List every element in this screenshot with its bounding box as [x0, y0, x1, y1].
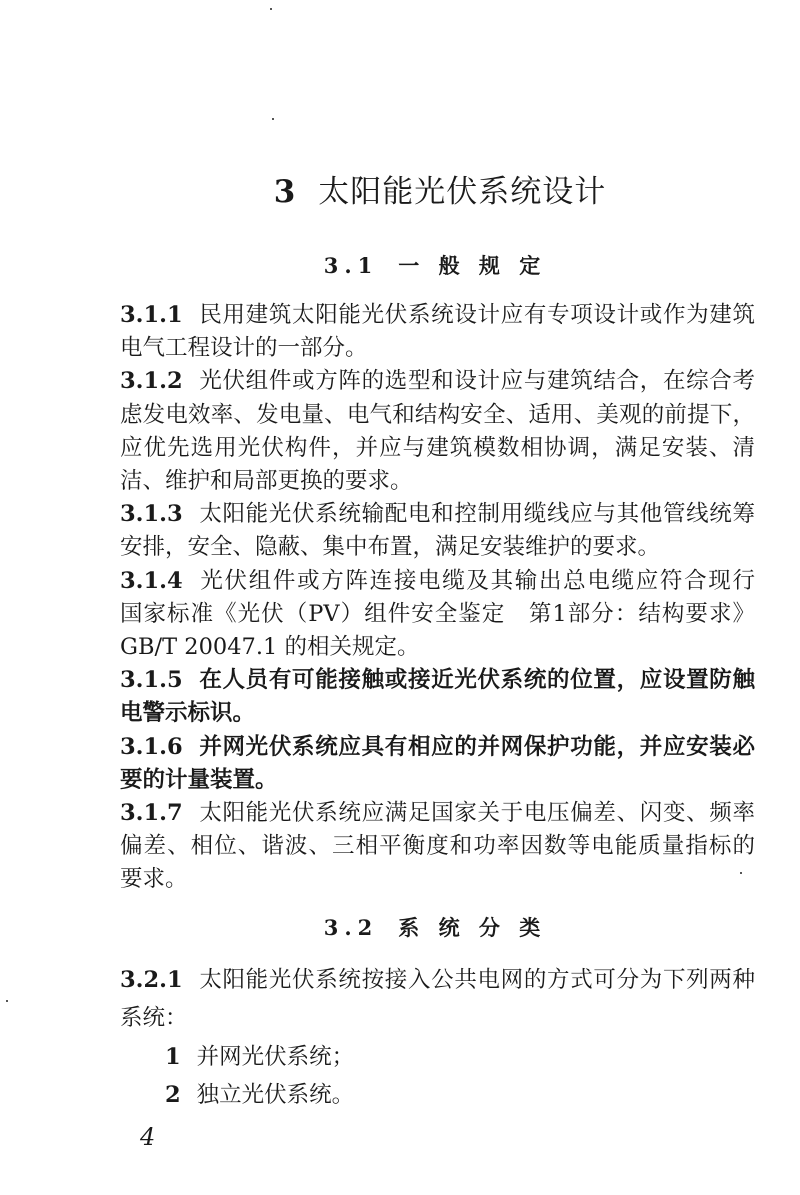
- section-number: 3.1: [323, 253, 379, 278]
- clause-number: 3.1.4: [120, 568, 183, 594]
- section-heading-3-2: [0, 914, 800, 942]
- list-item-text: 独立光伏系统。: [196, 1082, 355, 1108]
- clause-line: [120, 566, 755, 596]
- clause-line: [120, 300, 755, 330]
- clause-line: [120, 499, 755, 529]
- clause-text: 光伏组件或方阵的选型和设计应与建筑结合，在综合考: [198, 368, 755, 394]
- list-item: [165, 1080, 354, 1110]
- clause-line: [120, 831, 755, 861]
- clause-text: 要求。: [120, 866, 188, 892]
- scan-speck: [6, 1000, 8, 1002]
- clause-line: [120, 599, 755, 629]
- list-item-text: 并网光伏系统；: [196, 1044, 355, 1070]
- chapter-title: [0, 172, 800, 212]
- section-number: 3.2: [323, 915, 379, 940]
- clause-line: [120, 765, 755, 795]
- clause-text: 民用建筑太阳能光伏系统设计应有专项设计或作为建筑: [198, 302, 755, 328]
- clause-text: 安排，安全、隐蔽、集中布置，满足安装维护的要求。: [120, 534, 661, 560]
- section-title: 系 统 分 类: [398, 915, 547, 940]
- clause-text: 虑发电效率、发电量、电气和结构安全、适用、美观的前提下，: [120, 402, 755, 428]
- clause-line: [120, 433, 755, 463]
- clause-text: 电气工程设计的一部分。: [120, 335, 368, 361]
- clause-3-2-1-line: [120, 965, 755, 995]
- clause-number: 3.1.2: [120, 368, 183, 394]
- clause-text: 并网光伏系统应具有相应的并网保护功能，并应安装必: [198, 734, 755, 760]
- clause-number: 3.1.6: [120, 734, 183, 760]
- clause-text: GB/T 20047.1 的相关规定。: [120, 634, 420, 660]
- list-item-number: 1: [165, 1044, 181, 1070]
- clause-text: 应优先选用光伏构件，并应与建筑模数相协调，满足安装、清: [120, 435, 755, 461]
- list-item: [165, 1042, 354, 1072]
- clause-line: [120, 400, 755, 430]
- clause-3-2-1-line: [120, 1003, 755, 1033]
- clause-text: 系统：: [120, 1005, 188, 1031]
- section-heading-3-1: [0, 252, 800, 280]
- clause-line: [120, 665, 755, 695]
- clause-text: 国家标准《光伏（PV）组件安全鉴定 第1部分：结构要求》: [120, 601, 755, 627]
- clause-line: [120, 532, 755, 562]
- clause-number: 3.1.1: [120, 302, 183, 328]
- clause-text: 电警示标识。: [120, 700, 256, 726]
- clause-line: [120, 466, 755, 496]
- clause-line: [120, 698, 755, 728]
- clause-number: 3.2.1: [120, 967, 183, 993]
- clause-text: 要的计量装置。: [120, 767, 278, 793]
- clause-number: 3.1.3: [120, 501, 183, 527]
- list-item-number: 2: [165, 1082, 181, 1108]
- scan-speck: [740, 872, 742, 874]
- clause-text: 偏差、相位、谐波、三相平衡度和功率因数等电能质量指标的: [120, 833, 755, 859]
- clause-line: [120, 864, 755, 894]
- clause-line: [120, 632, 755, 662]
- clause-text: 光伏组件或方阵连接电缆及其输出总电缆应符合现行: [198, 568, 755, 594]
- clause-number: 3.1.5: [120, 667, 183, 693]
- scan-speck: [270, 8, 272, 10]
- clause-text: 太阳能光伏系统按接入公共电网的方式可分为下列两种: [198, 967, 755, 993]
- clause-text: 太阳能光伏系统输配电和控制用缆线应与其他管线统筹: [198, 501, 755, 527]
- scan-speck: [272, 118, 274, 120]
- clause-text: 在人员有可能接触或接近光伏系统的位置，应设置防触: [198, 667, 755, 693]
- clause-text: 洁、维护和局部更换的要求。: [120, 468, 413, 494]
- clause-line: [120, 333, 755, 363]
- clause-line: [120, 732, 755, 762]
- page-number: 4: [140, 1123, 156, 1151]
- chapter-title-text: 太阳能光伏系统设计: [318, 174, 607, 210]
- clause-text: 太阳能光伏系统应满足国家关于电压偏差、闪变、频率: [198, 800, 755, 826]
- clause-line: [120, 798, 755, 828]
- clause-number: 3.1.7: [120, 800, 183, 826]
- chapter-number: 3: [273, 174, 297, 210]
- section-title: 一 般 规 定: [398, 253, 547, 278]
- clause-line: [120, 366, 755, 396]
